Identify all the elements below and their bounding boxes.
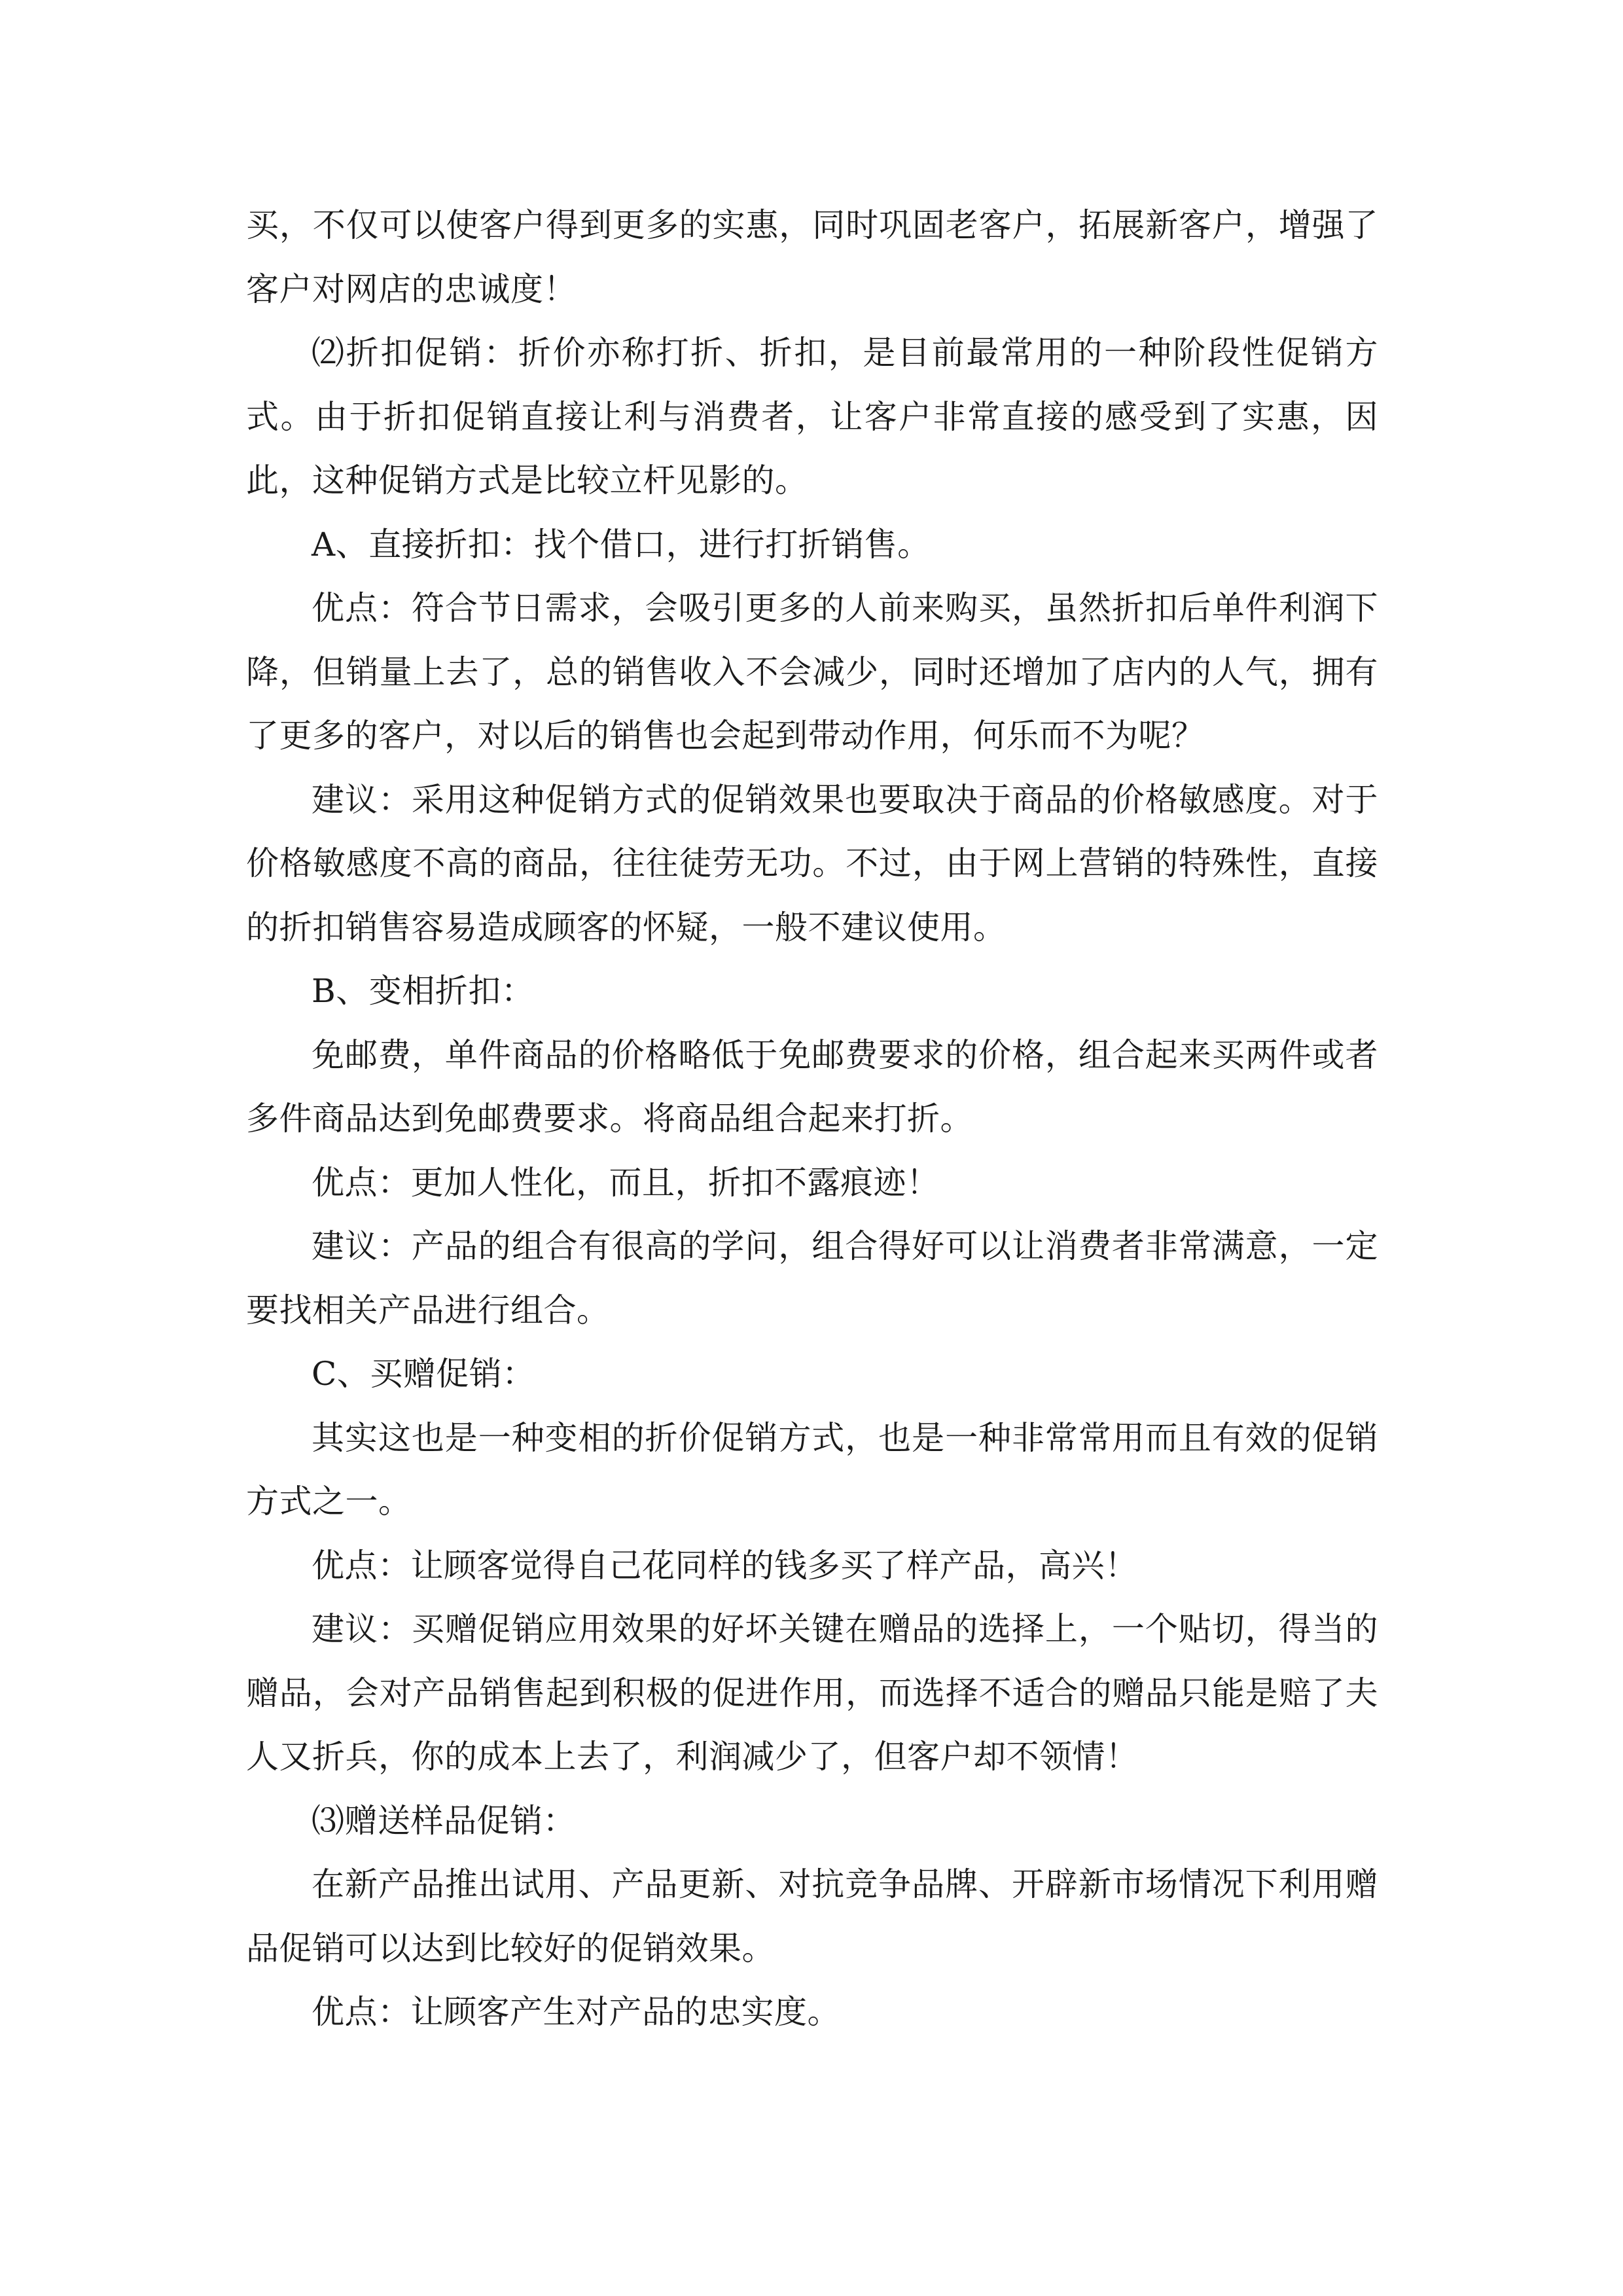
paragraph: 其实这也是一种变相的折价促销方式，也是一种非常常用而且有效的促销方式之一。 — [246, 1418, 1378, 1520]
paragraph: C、买赠促销： — [312, 1355, 535, 1393]
paragraph: ⑵折扣促销：折价亦称打折、折扣，是目前最常用的一种阶段性促销方式。由于折扣促销直接让利与消费者，让客户非常直接的感受到了实惠，因此，这种促销方式是比较立杆见影的。 — [246, 334, 1378, 499]
paragraph: 建议：采用这种促销方式的促销效果也要取决于商品的价格敏感度。对于价格敏感度不高的商品，往往徒劳无功。不过，由于网上营销的特殊性，直接的折扣销售容易造成顾客的怀疑，一般不建议使用。 — [246, 780, 1378, 946]
paragraph: A、直接折扣：找个借口，进行打折销售。 — [312, 525, 931, 564]
paragraph: 建议：买赠促销应用效果的好坏关键在赠品的选择上，一个贴切，得当的赠品，会对产品销售起到积极的促进作用，而选择不适合的赠品只能是赔了夫人又折兵，你的成本上去了，利润减少了，但客户却不领情！ — [246, 1610, 1378, 1776]
document-body — [246, 194, 1378, 2045]
paragraph: 建议：产品的组合有很高的学问，组合得好可以让消费者非常满意，一定要找相关产品进行组合。 — [246, 1227, 1378, 1329]
paragraph: 优点：让顾客觉得自己花同样的钱多买了样产品，高兴！ — [312, 1546, 1138, 1585]
paragraph: 免邮费，单件商品的价格略低于免邮费要求的价格，组合起来买两件或者多件商品达到免邮费要求。将商品组合起来打折。 — [246, 1035, 1378, 1138]
paragraph: 优点：更加人性化，而且，折扣不露痕迹！ — [312, 1163, 940, 1202]
paragraph: 优点：符合节日需求，会吸引更多的人前来购买，虽然折扣后单件利润下降，但销量上去了，总的销售收入不会减少，同时还增加了店内的人气，拥有了更多的客户，对以后的销售也会起到带动作用，何乐而不为呢？ — [246, 589, 1378, 755]
paragraph: ⑶赠送样品促销： — [312, 1801, 576, 1840]
paragraph: 在新产品推出试用、产品更新、对抗竞争品牌、开辟新市场情况下利用赠品促销可以达到比较好的促销效果。 — [246, 1865, 1378, 1967]
paragraph: 优点：让顾客产生对产品的忠实度。 — [312, 1993, 840, 2031]
paragraph: 买，不仅可以使客户得到更多的实惠，同时巩固老客户，拓展新客户，增强了客户对网店的忠诚度！ — [246, 206, 1378, 308]
paragraph: B、变相折扣： — [312, 972, 535, 1010]
